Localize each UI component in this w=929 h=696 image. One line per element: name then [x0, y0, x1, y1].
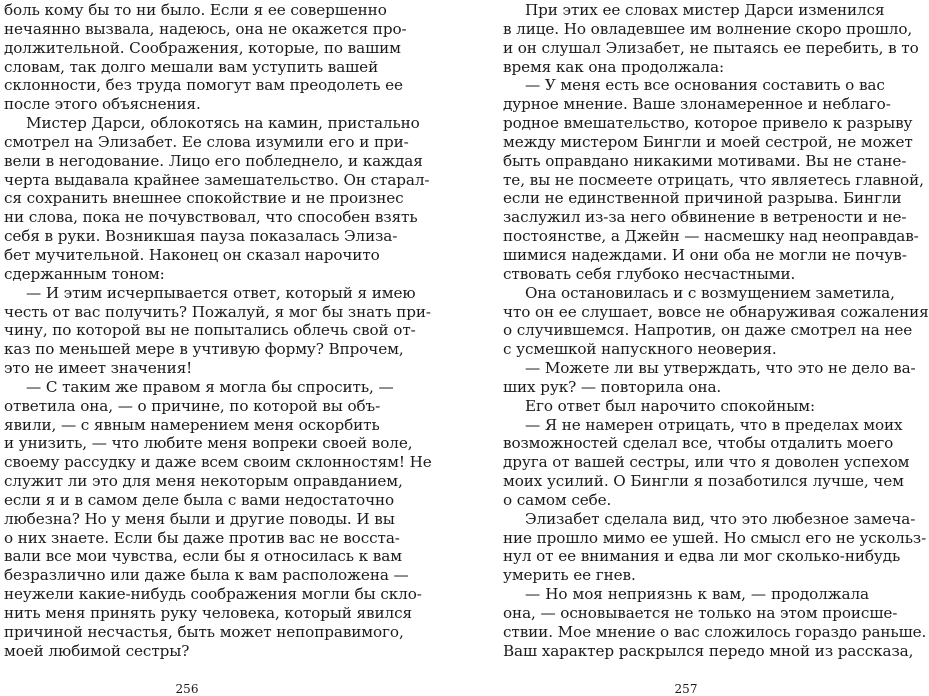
text-line: черта выдавала крайнее замешательство. Он старал-: [4, 170, 430, 189]
text-line: вели в негодование. Лицо его побледнело, и каждая: [4, 151, 423, 170]
text-line: ствовать себя глубоко несчастными.: [503, 264, 796, 283]
text-line: в лице. Но овладевшее им волнение скоро прошло,: [503, 19, 913, 38]
left-page: [4, 0, 432, 696]
text-line: нить меня принять руку человека, который явился: [4, 604, 412, 622]
text-line: с усмешкой напускного неоверия.: [503, 340, 777, 359]
text-line: время как она продолжала:: [503, 57, 724, 76]
page-number-right: 257: [674, 682, 698, 696]
text-line: своему рассудку и даже всем своим склонностям! Не: [4, 453, 432, 472]
text-line: если я и в самом деле была с вами недостаточно: [4, 490, 395, 509]
text-line: себя в руки. Возникшая пауза показалась Элиза-: [4, 227, 398, 246]
text-line: ствии. Мое мнение о вас сложилось гораздо раньше.: [503, 622, 927, 641]
text-line: — Можете ли вы утверждать, что это не дело ва-: [525, 359, 916, 378]
text-line: Она остановилась и с возмущением заметила,: [525, 283, 895, 302]
text-line: нул от ее внимания и едва ли мог сколько-нибудь: [503, 547, 901, 566]
text-line: честь от вас получить? Пожалуй, я мог бы знать при-: [4, 302, 431, 321]
text-line: после этого объяснения.: [4, 95, 201, 114]
text-line: Мистер Дарси, облокотясь на камин, пристально: [26, 114, 420, 133]
text-line: боль кому бы то ни было. Если я ее совершенно: [4, 1, 387, 19]
text-line: явили, — с явным намерением меня оскорбить: [4, 415, 380, 434]
page-number-left: 256: [175, 682, 199, 696]
text-line: ответила она, — о причине, по которой вы объ-: [4, 396, 381, 415]
text-line: безразлично или даже была к вам расположена —: [4, 566, 409, 585]
text-line: ни слова, пока не почувствовал, что способен взять: [4, 208, 418, 227]
text-line: умерить ее гнев.: [503, 566, 636, 585]
text-line: моей любимой сестры?: [4, 641, 190, 660]
text-line: любезна? Но у меня были и другие поводы. И вы: [4, 509, 395, 528]
right-page-text: [503, 1, 929, 661]
text-line: причиной несчастья, быть может непоправимого,: [4, 622, 404, 641]
text-line: если не единственной причиной разрыва. Бингли: [503, 189, 902, 208]
text-line: — Но моя неприязнь к вам, — продолжала: [525, 585, 869, 604]
text-line: между мистером Бингли и моей сестрой, не может: [503, 132, 913, 151]
text-line: о них знаете. Если бы даже против вас не восста-: [4, 528, 400, 547]
text-line: шимися надеждами. И они оба не могли не почув-: [503, 245, 907, 264]
text-line: нечаянно вызвала, надеюсь, она не окажется про-: [4, 19, 407, 38]
text-line: быть оправдано никакими мотивами. Вы не стане-: [503, 151, 907, 170]
text-line: она, — основывается не только на этом происше-: [503, 604, 898, 622]
text-line: ние прошло мимо ее ушей. Но смысл его не ускольз-: [503, 528, 927, 547]
text-line: вали все мои чувства, если бы я относилась к вам: [4, 547, 402, 566]
text-line: неужели какие-нибудь соображения могли бы скло-: [4, 585, 422, 604]
text-line: что он ее слушает, вовсе не обнаруживая сожаления: [503, 302, 929, 321]
text-line: — У меня есть все основания составить о вас: [525, 76, 885, 95]
text-line: — И этим исчерпывается ответ, который я имею: [26, 283, 416, 302]
text-line: друга от вашей сестры, или что я доволен успехом: [503, 453, 910, 472]
text-line: словам, так долго мешали вам уступить вашей: [4, 57, 379, 76]
text-line: постоянстве, а Джейн — насмешку над неоправдав-: [503, 227, 919, 246]
text-line: чину, по которой вы не попытались облечь свой от-: [4, 321, 416, 340]
text-line: должительной. Соображения, которые, по вашим: [4, 38, 401, 57]
text-line: служит ли это для меня некоторым оправданием,: [4, 472, 403, 491]
text-line: Ваш характер раскрылся передо мной из рассказа,: [503, 641, 914, 660]
text-line: возможностей сделал все, чтобы отдалить моего: [503, 434, 894, 453]
text-line: и он слушал Элизабет, не пытаясь ее перебить, в то: [503, 38, 919, 57]
text-line: моих усилий. О Бингли я позаботился лучше, чем: [503, 472, 904, 491]
text-line: При этих ее словах мистер Дарси изменился: [525, 1, 885, 19]
text-line: бет мучительной. Наконец он сказал нарочито: [4, 245, 380, 264]
text-line: ся сохранить внешнее спокойствие и не произнес: [4, 189, 404, 208]
text-line: дурное мнение. Ваше злонамеренное и неблаго-: [503, 95, 891, 114]
text-line: смотрел на Элизабет. Ее слова изумили его и при-: [4, 132, 409, 151]
text-line: заслужил из-за него обвинение в ветрености и не-: [503, 208, 907, 227]
text-line: — Я не намерен отрицать, что в пределах моих: [525, 415, 903, 434]
text-line: каз по меньшей мере в учтивую форму? Впрочем,: [4, 340, 404, 359]
left-page-text: [4, 1, 432, 661]
text-line: и унизить, — что любите меня вопреки своей воле,: [4, 434, 413, 453]
text-line: те, вы не посмеете отрицать, что являетесь главной,: [503, 170, 924, 189]
text-line: о случившемся. Напротив, он даже смотрел на нее: [503, 321, 913, 340]
text-line: о самом себе.: [503, 490, 612, 509]
right-page: [503, 0, 929, 696]
text-line: родное вмешательство, которое привело к разрыву: [503, 114, 913, 133]
text-line: Его ответ был нарочито спокойным:: [525, 396, 815, 415]
text-line: ших рук? — повторила она.: [503, 377, 722, 396]
text-line: склонности, без труда помогут вам преодолеть ее: [4, 76, 403, 95]
text-line: сдержанным тоном:: [4, 264, 165, 283]
text-line: — С таким же правом я могла бы спросить, —: [26, 377, 394, 396]
text-line: это не имеет значения!: [4, 359, 193, 378]
text-line: Элизабет сделала вид, что это любезное замеча-: [525, 509, 916, 528]
